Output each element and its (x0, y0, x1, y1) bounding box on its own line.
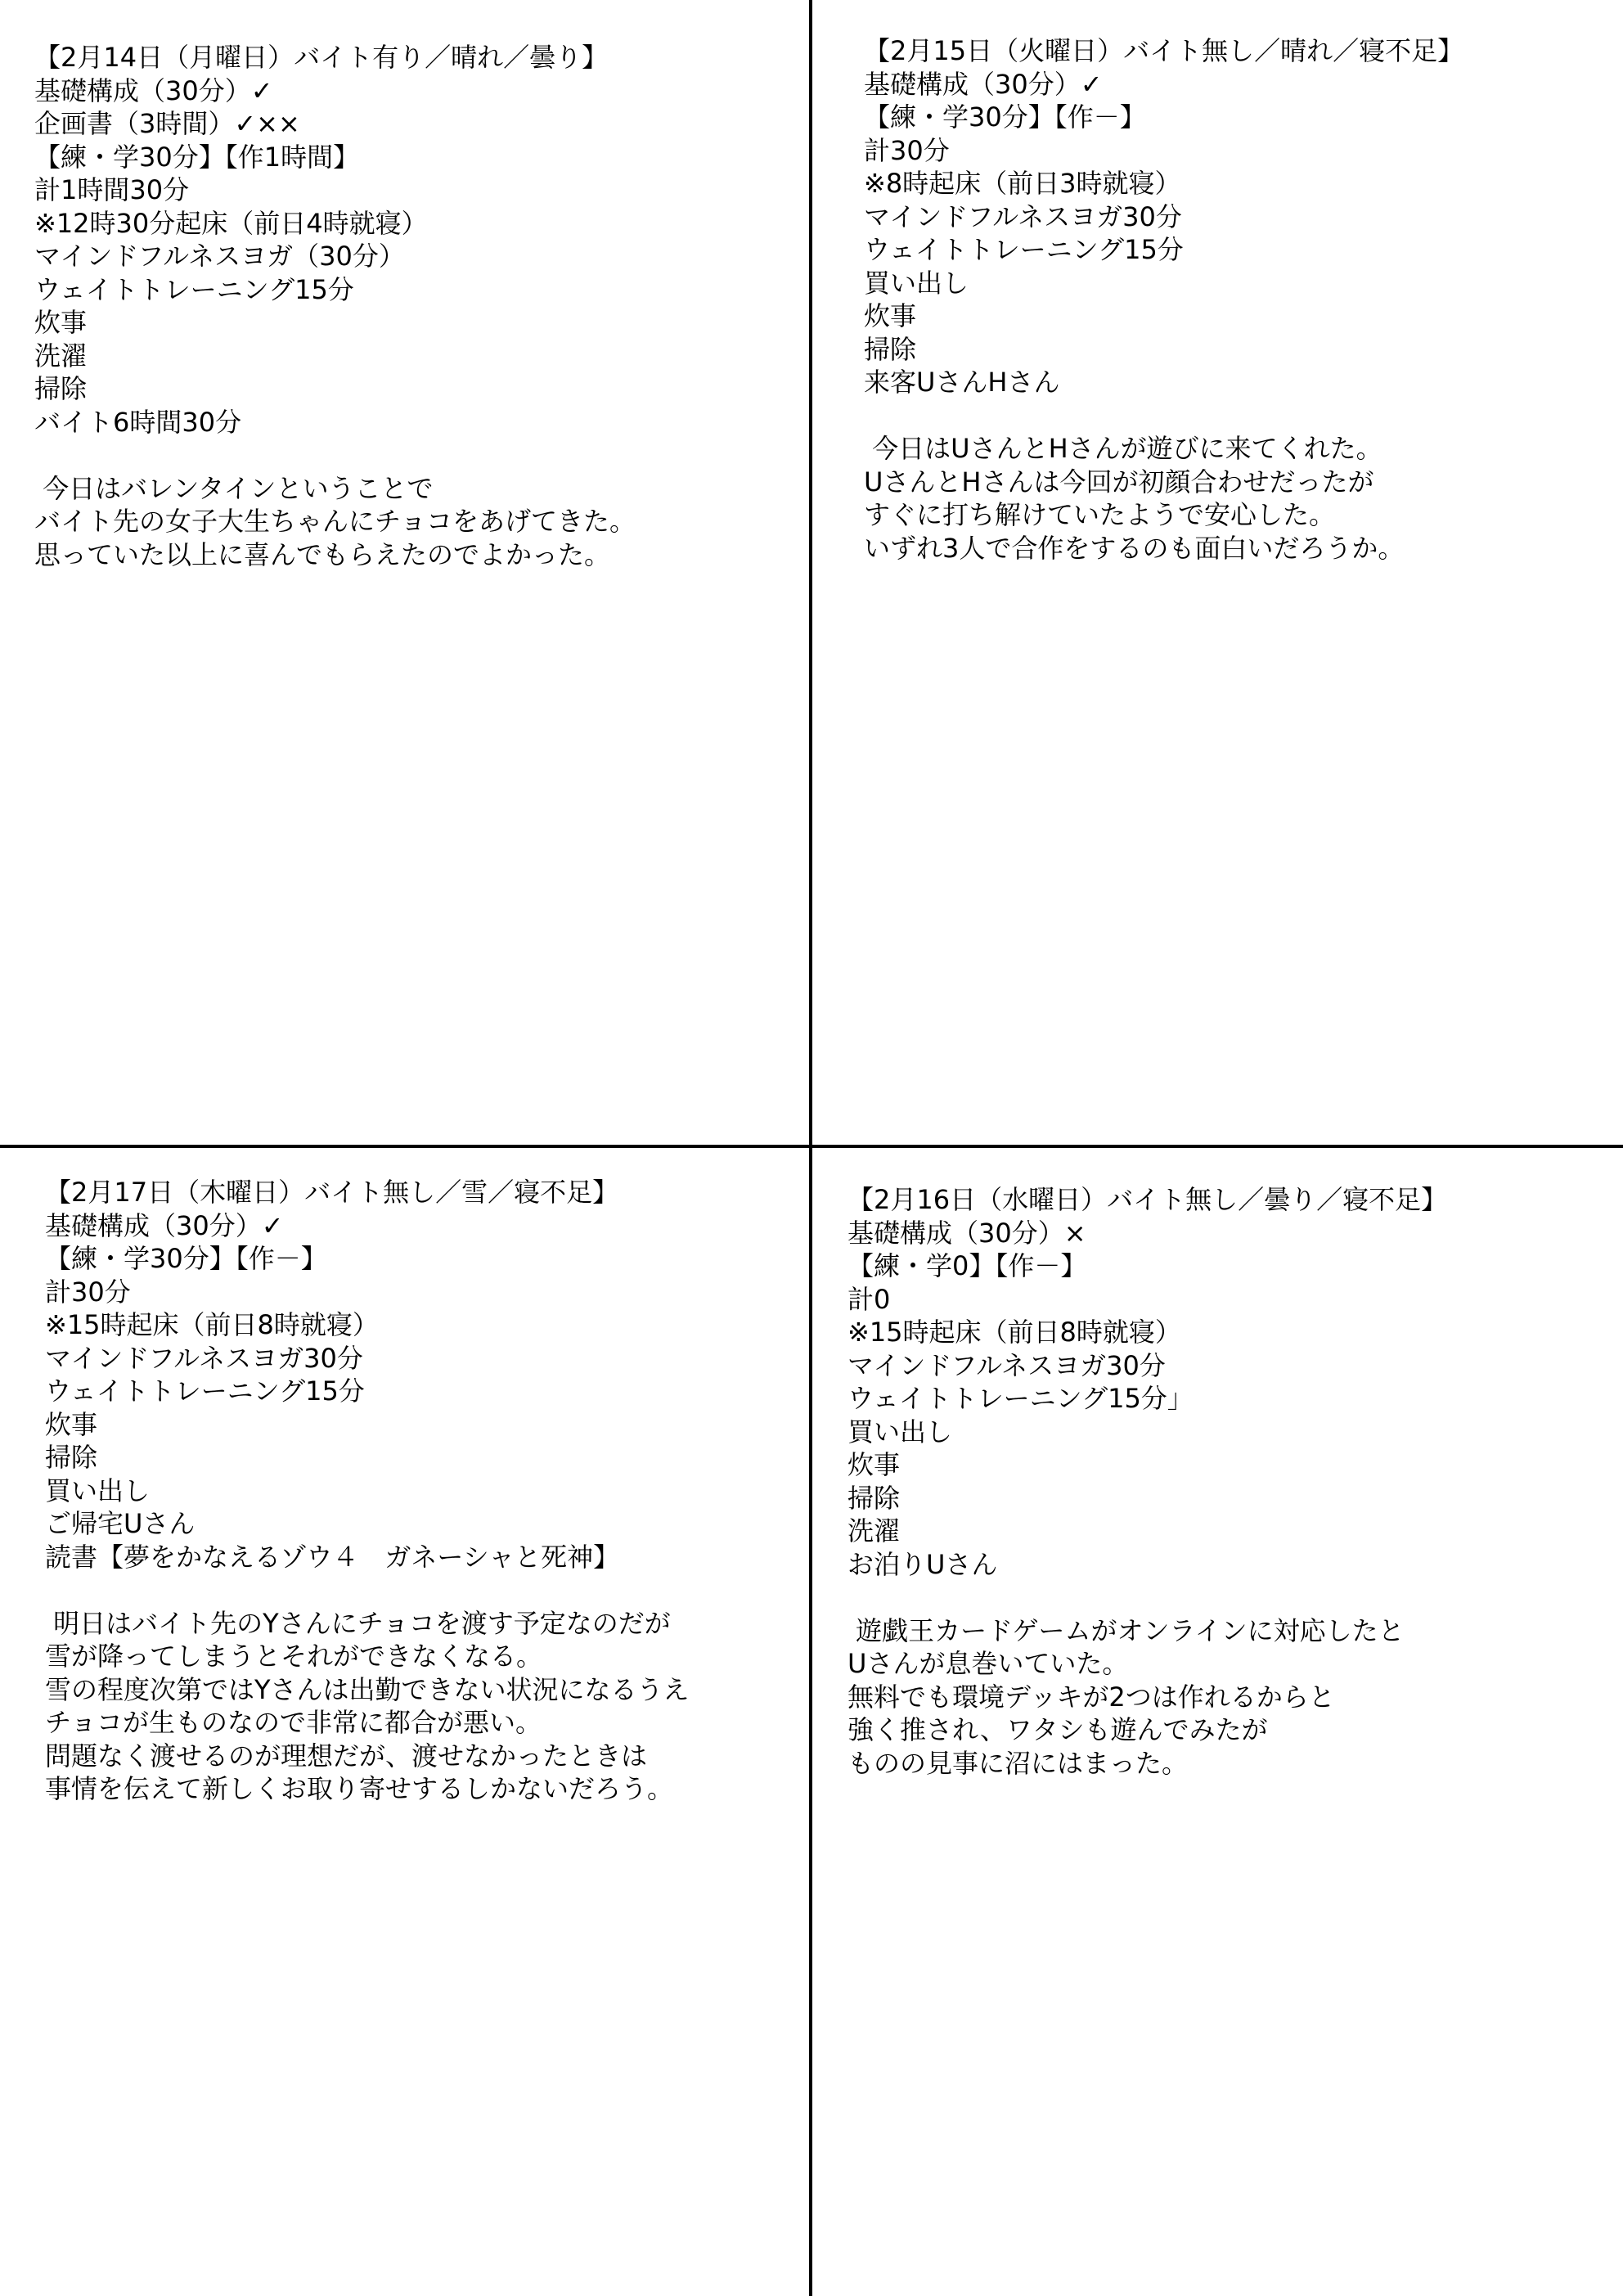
diary-line: すぐに打ち解けていたようで安心した。 (864, 499, 1336, 530)
diary-line (45, 1573, 690, 1607)
diary-line: ウェイトトレーニング15分 (864, 234, 1184, 265)
diary-line: ※15時起床（前日8時就寝） (45, 1309, 379, 1340)
diary-line: 計1時間30分 (34, 174, 190, 205)
diary-line (864, 399, 1463, 433)
diary-line: 無料でも環境デッキが2つは作れるからと (847, 1681, 1335, 1713)
diary-line: 掃除 (34, 373, 88, 404)
diary-line: 洗濯 (34, 340, 88, 371)
diary-line: ※15時起床（前日8時就寝） (847, 1317, 1181, 1348)
diary-line: 基礎構成（30分）✓ (34, 74, 273, 106)
diary-line: 炊事 (34, 307, 88, 338)
diary-line: 買い出し (847, 1416, 953, 1447)
diary-line: 雪の程度次第ではYさんは出勤できない状況になるうえ (45, 1673, 690, 1705)
diary-line: チョコが生ものなので非常に都合が悪い。 (45, 1707, 542, 1738)
diary-line: 基礎構成（30分）✓ (864, 68, 1103, 100)
diary-line: 【練・学30分】【作－】 (864, 101, 1146, 133)
diary-line: 思っていた以上に喜んでもらえたのでよかった。 (34, 538, 611, 570)
diary-line: 【2月16日（水曜日）バイト無し／曇り／寝不足】 (847, 1184, 1448, 1215)
diary-line: 企画書（3時間）✓×× (34, 108, 300, 139)
diary-line: 【練・学0】【作－】 (847, 1250, 1087, 1281)
diary-line: お泊りUさん (847, 1548, 998, 1580)
diary-line: 掃除 (864, 333, 917, 365)
diary-line: 洗濯 (847, 1515, 901, 1546)
diary-panel-feb17 (45, 1176, 690, 1806)
diary-line: いずれ3人で合作をするのも面白いだろうか。 (864, 532, 1405, 564)
diary-line (34, 439, 636, 472)
diary-line: 【練・学30分】【作－】 (45, 1243, 327, 1274)
diary-line: 強く推され、ワタシも遊んでみたが (847, 1714, 1268, 1745)
diary-line: 炊事 (864, 300, 917, 331)
diary-panel-feb16 (847, 1183, 1447, 1780)
diary-line: 計0 (847, 1283, 891, 1315)
diary-line: 掃除 (847, 1482, 901, 1514)
diary-line: ※12時30分起床（前日4時就寝） (34, 207, 428, 239)
diary-line: バイト6時間30分 (34, 406, 242, 438)
diary-line: Uさんが息巻いていた。 (847, 1648, 1129, 1679)
vertical-divider (809, 0, 812, 2296)
diary-line: 読書【夢をかなえるゾウ４ ガネーシャと死神】 (45, 1541, 620, 1573)
diary-line: ウェイトトレーニング15分 (34, 273, 354, 305)
diary-line: 【2月14日（月曜日）バイト有り／晴れ／曇り】 (34, 42, 609, 73)
horizontal-divider (0, 1145, 1623, 1148)
diary-line: 炊事 (847, 1449, 901, 1480)
diary-line: ご帰宅Uさん (45, 1508, 196, 1539)
diary-line: 来客UさんHさん (864, 367, 1060, 398)
diary-line: 【練・学30分】【作1時間】 (34, 141, 360, 173)
diary-line: ものの見事に沼にはまった。 (847, 1747, 1189, 1779)
diary-line: マインドフルネスヨガ30分 (864, 200, 1182, 232)
diary-line: マインドフルネスヨガ30分 (847, 1349, 1166, 1381)
diary-line: 基礎構成（30分）✓ (45, 1209, 284, 1241)
diary-line: 買い出し (45, 1474, 151, 1506)
diary-line: 基礎構成（30分）× (847, 1217, 1086, 1249)
diary-line: バイト先の女子大生ちゃんにチョコをあげてきた。 (34, 506, 636, 537)
diary-line: 買い出し (864, 267, 969, 299)
diary-panel-feb14 (34, 41, 636, 571)
diary-line (847, 1581, 1447, 1614)
diary-line: 雪が降ってしまうとそれができなくなる。 (45, 1641, 543, 1672)
diary-line: UさんとHさんは今回が初顔合わせだったが (864, 466, 1374, 497)
diary-line: 事情を伝えて新しくお取り寄せするしかないだろう。 (45, 1773, 674, 1804)
diary-line: 今日はバレンタインということで (34, 472, 434, 504)
diary-line: 【2月17日（木曜日）バイト無し／雪／寝不足】 (45, 1177, 619, 1208)
diary-line: 遊戯王カードゲームがオンラインに対応したと (847, 1614, 1405, 1646)
diary-line: マインドフルネスヨガ（30分） (34, 241, 405, 272)
diary-line: 問題なく渡せるのが理想だが、渡せなかったときは (45, 1740, 648, 1772)
diary-line: 炊事 (45, 1408, 98, 1440)
diary-line: マインドフルネスヨガ30分 (45, 1342, 363, 1374)
diary-line: 計30分 (864, 134, 950, 166)
diary-line: 今日はUさんとHさんが遊びに来てくれた。 (864, 433, 1382, 464)
diary-line: ※8時起床（前日3時就寝） (864, 168, 1181, 199)
diary-line: 【2月15日（火曜日）バイト無し／晴れ／寝不足】 (864, 35, 1464, 66)
diary-line: ウェイトトレーニング15分 (45, 1375, 365, 1407)
diary-line: ウェイトトレーニング15分」 (847, 1383, 1194, 1414)
diary-line: 計30分 (45, 1276, 131, 1308)
diary-line: 掃除 (45, 1442, 98, 1473)
diary-line: 明日はバイト先のYさんにチョコを渡す予定なのだが (45, 1607, 671, 1639)
diary-panel-feb15 (864, 34, 1463, 565)
